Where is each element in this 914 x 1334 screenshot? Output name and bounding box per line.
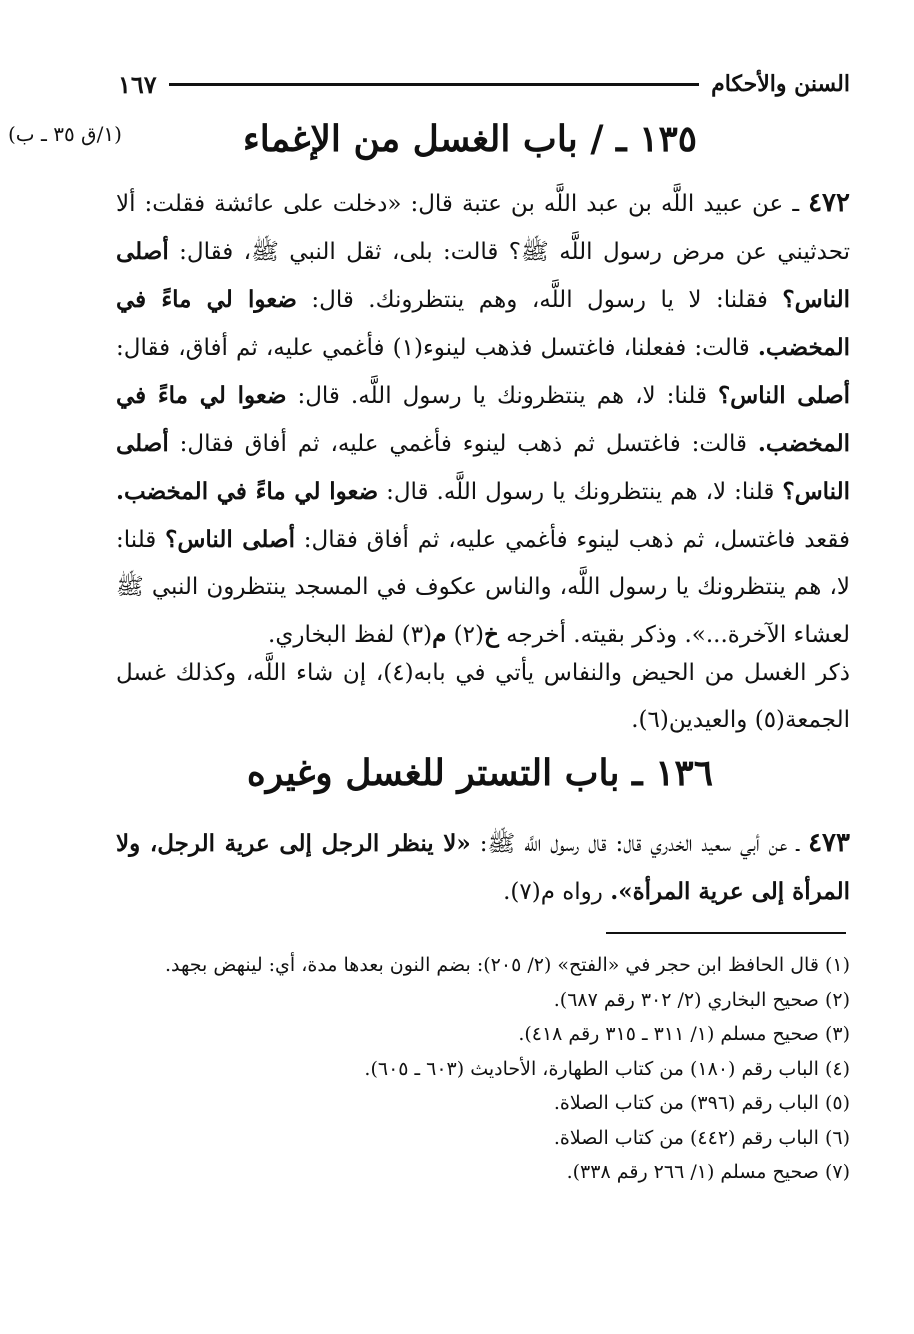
hadith-text: قلنا: لا، هم ينتظرونك يا رسول اللَّه. قال: [378, 479, 783, 505]
hadith-text: ـ عن أبي سعيد الخدري قال: قال رسول اللَّه ﷺ: [470, 831, 809, 857]
page-number: ١٦٧ [118, 69, 157, 99]
hadith-number: ٤٧٢ [808, 188, 850, 218]
source-code: خ [483, 621, 499, 648]
hadith-bold-phrase: ضعوا لي ماءً في المخضب. [116, 286, 850, 361]
hadith-bold-phrase: ضعوا لي ماءً في المخضب. [116, 382, 850, 457]
hadith-text: ـ عن عبيد اللَّه بن عبد اللَّه بن عتبة قال: «دخلت على عائشة فقلت: ألا تحدثيني عن مرض رسول اللَّه ﷺ؟ قالت: بلى، ثقل النبي ﷺ، فقال: [116, 191, 850, 265]
footnote: (٣) صحيح مسلم (١/ ٣١١ ـ ٣١٥ رقم ٤١٨). [518, 1023, 850, 1045]
hadith-text: رواه م(٧). [503, 879, 611, 905]
hadith-bold-phrase: «لا ينظر الرجل إلى عرية الرجل، ولا المرأة إلى عرية المرأة». [116, 830, 850, 905]
hadith-number: ٤٧٣ [808, 828, 850, 858]
chapter-135-title: ١٣٥ ـ / باب الغسل من الإغماء [242, 118, 698, 160]
hadith-text: قلنا: لا، هم ينتظرونك يا رسول اللَّه، والناس عكوف في المسجد ينتظرون النبي ﷺ لعشاء الآخرة...». وذكر بقيته. أخرجه [116, 527, 850, 648]
header-rule [169, 83, 699, 86]
footnotes [120, 948, 850, 1190]
hadith-text: (٣) لفظ البخاري. [268, 622, 433, 648]
footnote: (٤) الباب رقم (١٨٠) من كتاب الطهارة، الأحاديث (٦٠٣ ـ ٦٠٥). [364, 1057, 850, 1080]
hadith-text: قالت: فاغتسل ثم ذهب لينوء فأغمي عليه، ثم أفاق فقال: [168, 431, 758, 457]
footnote: (٧) صحيح مسلم (١/ ٢٦٦ رقم ٣٣٨). [566, 1161, 850, 1183]
footnote-separator [606, 932, 846, 934]
footnote-ref: (٢) [446, 622, 484, 648]
footnote: (٥) الباب رقم (٣٩٦) من كتاب الصلاة. [553, 1092, 850, 1114]
manuscript-reference: (١/ق ٣٥ ـ ب) [8, 122, 122, 146]
source-code: م [432, 621, 447, 648]
cross-reference-note: ذكر الغسل من الحيض والنفاس يأتي في بابه(٤)، إن شاء اللَّه، وكذلك غسل الجمعة(٥) والعيدين(٦). [116, 660, 850, 733]
footnote: (٢) صحيح البخاري (٢/ ٣٠٢ رقم ٦٨٧). [553, 988, 850, 1011]
hadith-bold-phrase: أصلى الناس؟ [717, 382, 850, 409]
hadith-bold-phrase: أصلى الناس؟ [165, 526, 295, 553]
book-title: السنن والأحكام [711, 71, 850, 97]
running-header [118, 64, 850, 104]
hadith-text: قالت: ففعلنا، فاغتسل فذهب لينوء(١) فأغمي عليه، ثم أفاق، فقال: [116, 335, 758, 361]
chapter-136-title: ١٣٦ ـ باب التستر للغسل وغيره [246, 752, 714, 794]
footnote: (٦) الباب رقم (٤٤٢) من كتاب الصلاة. [553, 1126, 850, 1149]
hadith-text: فقعد فاغتسل، ثم ذهب لينوء فأغمي عليه، ثم أفاق فقال: [294, 527, 851, 553]
hadith-bold-phrase: ضعوا لي ماءً في المخضب. [116, 478, 379, 505]
hadith-text: فقلنا: لا يا رسول اللَّه، وهم ينتظرونك. قال: [296, 287, 783, 313]
hadith-bold-phrase: أصلى الناس؟ [116, 238, 851, 313]
hadith-472 [116, 180, 850, 659]
hadith-text: قلنا: لا، هم ينتظرونك يا رسول اللَّه. قال: [286, 383, 718, 409]
hadith-473 [116, 820, 850, 916]
footnote: (١) قال الحافظ ابن حجر في «الفتح» (٢/ ٢٠٥): بضم النون بعدها مدة، أي: لينهض بجهد. [164, 954, 850, 976]
hadith-bold-phrase: أصلى الناس؟ [116, 430, 850, 505]
